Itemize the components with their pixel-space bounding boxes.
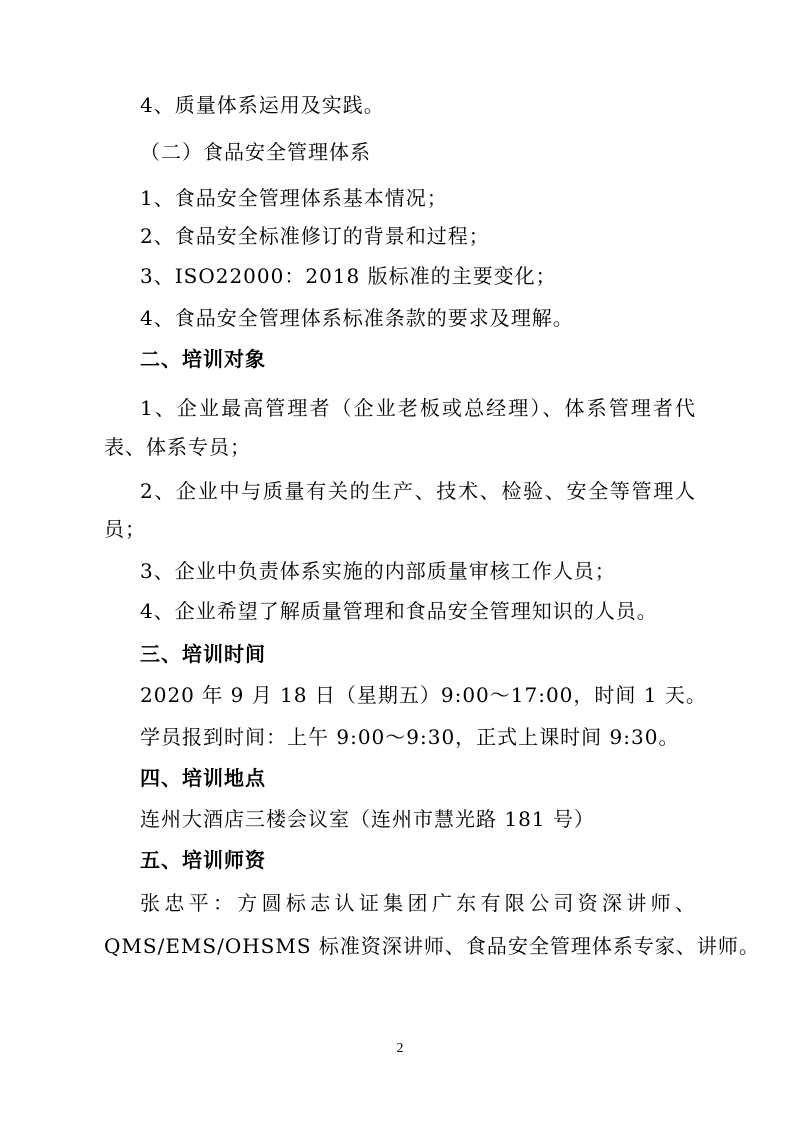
section-subheading: （二）食品安全管理体系: [140, 140, 371, 164]
paragraph-line: 2、企业中与质量有关的生产、技术、检验、安全等管理人: [140, 479, 696, 503]
paragraph-line: 连州大酒店三楼会议室（连州市慧光路 181 号）: [140, 807, 595, 831]
paragraph-line: 表、体系专员；: [104, 435, 251, 459]
list-item: 3、企业中负责体系实施的内部质量审核工作人员；: [140, 559, 616, 583]
list-item: 4、食品安全管理体系标准条款的要求及理解。: [140, 306, 574, 330]
list-item: 2、食品安全标准修订的背景和过程；: [140, 224, 490, 248]
paragraph-line: 1、企业最高管理者（企业老板或总经理）、体系管理者代: [140, 396, 696, 420]
paragraph-line: 2020 年 9 月 18 日（星期五）9:00～17:00，时间 1 天。: [140, 683, 707, 707]
paragraph-line: QMS/EMS/OHSMS 标准资深讲师、食品安全管理体系专家、讲师。: [104, 934, 760, 958]
section-heading-time: 三、培训时间: [140, 642, 266, 666]
list-item: 4、质量体系运用及实践。: [140, 93, 385, 117]
list-item: 1、食品安全管理体系基本情况；: [140, 186, 448, 210]
section-heading-trainees: 二、培训对象: [140, 347, 266, 371]
list-item: 4、企业希望了解质量管理和食品安全管理知识的人员。: [140, 599, 658, 623]
section-heading-location: 四、培训地点: [140, 766, 266, 790]
section-heading-instructors: 五、培训师资: [140, 848, 266, 872]
paragraph-line: 学员报到时间：上午 9:00～9:30，正式上课时间 9:30。: [140, 725, 680, 749]
paragraph-line: 员；: [104, 517, 146, 541]
list-item: 3、ISO22000：2018 版标准的主要变化；: [140, 264, 557, 288]
paragraph-line: 张忠平：方圆标志认证集团广东有限公司资深讲师、: [140, 891, 696, 915]
page-number: 2: [396, 1041, 404, 1056]
